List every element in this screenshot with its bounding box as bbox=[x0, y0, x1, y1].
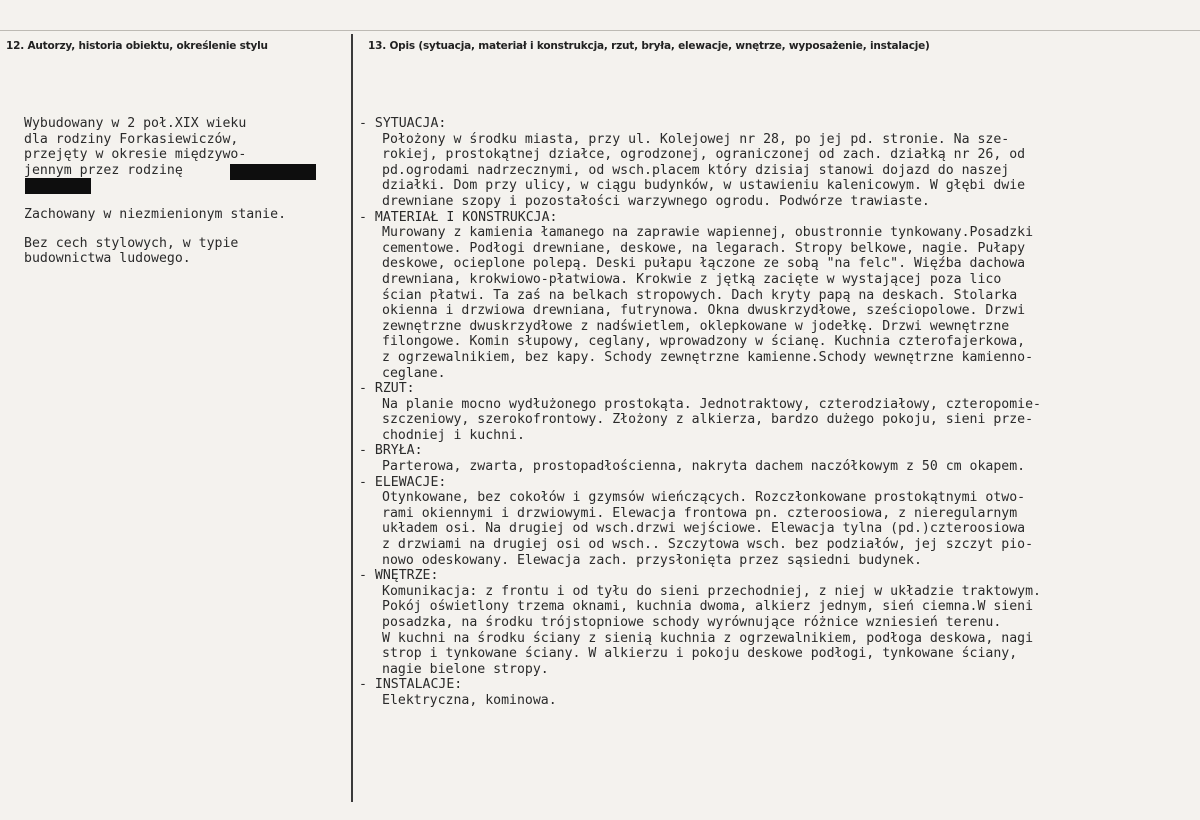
section-line: układem osi. Na drugiej od wsch.drzwi wejściowe. Elewacja tylna (pd.)czteroosiowa bbox=[382, 521, 1026, 537]
right-column-header: 13. Opis (sytuacja, materiał i konstrukcja, rzut, bryła, elewacje, wnętrze, wyposażenie, instalacje) bbox=[368, 40, 930, 52]
section-line: cementowe. Podłogi drewniane, deskowe, na legarach. Stropy belkowe, nagie. Pułapy bbox=[382, 240, 1026, 256]
description-column bbox=[359, 116, 1195, 709]
section-line: ścian płatwi. Ta zaś na belkach stropowych. Dach kryty papą na deskach. Stolarka bbox=[382, 287, 1018, 303]
section-line: nagie bielone stropy. bbox=[382, 661, 549, 677]
section-line: strop i tynkowane ściany. W alkierzu i pokoju deskowe podłogi, tynkowane ściany, bbox=[382, 646, 1018, 662]
section-line: filongowe. Komin słupowy, ceglany, wprowadzony w ścianę. Kuchnia czterofajerkowa, bbox=[382, 334, 1026, 350]
section-line: ceglane. bbox=[382, 365, 446, 381]
section-line: Murowany z kamienia łamanego na zaprawie wapiennej, obustronnie tynkowany.Posadzki bbox=[382, 225, 1034, 241]
redaction-bar bbox=[230, 164, 316, 180]
section-line: działki. Dom przy ulicy, w ciągu budynków, w ustawieniu kalenicowym. W głębi dwie bbox=[382, 178, 1026, 194]
section-line: szczeniowy, szerokofrontowy. Złożony z alkierza, bardzo dużego pokoju, sieni prze- bbox=[382, 412, 1034, 428]
section-title: - WNĘTRZE: bbox=[359, 568, 439, 584]
section-line: Pokój oświetlony trzema oknami, kuchnia dwoma, alkierz jednym, sień ciemna.W sieni bbox=[382, 599, 1034, 615]
section-line: chodniej i kuchni. bbox=[382, 427, 525, 443]
history-line-3: przejęty w okresie międzywo- bbox=[24, 147, 247, 163]
section-line: drewniana, krokwiowo-płatwiowa. Krokwie z jętką zacięte w wystającej poza lico bbox=[382, 271, 1002, 287]
section-line: Położony w środku miasta, przy ul. Kolejowej nr 28, po jej pd. stronie. Na sze- bbox=[382, 131, 1010, 147]
column-divider bbox=[351, 34, 353, 802]
history-line-1: Wybudowany w 2 poł.XIX wieku bbox=[24, 116, 247, 131]
section-title: - ELEWACJE: bbox=[359, 474, 447, 490]
section-title: - RZUT: bbox=[359, 381, 415, 397]
section-line: drewniane szopy i pozostałości warzywnego ogrodu. Podwórze trawiaste. bbox=[382, 193, 930, 209]
section-line: pd.ogrodami nadrzecznymi, od wsch.placem który dzisiaj stanowi dojazd do naszej bbox=[382, 162, 1010, 178]
section-line: z drzwiami na drugiej osi od wsch.. Szczytowa wsch. bez podziałów, jej szczyt pio- bbox=[382, 537, 1034, 553]
style-line-1: Bez cech stylowych, w typie bbox=[24, 235, 239, 251]
section-line: deskowe, ocieplone polepą. Deski pułapu łączone ze sobą "na felc". Więźba dachowa bbox=[382, 256, 1026, 272]
section-line: Otynkowane, bez cokołów i gzymsów wieńczących. Rozczłonkowane prostokątnymi otwo- bbox=[382, 490, 1026, 506]
section-line: zewnętrzne dwuskrzydłowe z nadświetlem, oklepkowane w jodełkę. Drzwi wewnętrzne bbox=[382, 318, 1010, 334]
section-line: Elektryczna, kominowa. bbox=[382, 692, 557, 708]
top-rule bbox=[0, 30, 1200, 31]
section-line: posadzka, na środku trójstopniowe schody wyrównujące różnice wzniesień terenu. bbox=[382, 615, 1002, 630]
state-paragraph: Zachowany w niezmienionym stanie. bbox=[24, 206, 287, 222]
left-column-header: 12. Autorzy, historia obiektu, określenie stylu bbox=[6, 40, 268, 52]
section-line: Parterowa, zwarta, prostopadłościenna, nakryta dachem naczółkowym z 50 cm okapem. bbox=[382, 459, 1026, 475]
section-title: - INSTALACJE: bbox=[359, 677, 463, 693]
style-line-2: budownictwa ludowego. bbox=[24, 251, 191, 267]
section-title: - SYTUACJA: bbox=[359, 116, 447, 131]
section-line: Komunikacja: z frontu i od tyłu do sieni przechodniej, z niej w układzie traktowym. bbox=[382, 583, 1041, 599]
section-line: rami okiennymi i drzwiowymi. Elewacja frontowa pn. czteroosiowa, z nieregularnym bbox=[382, 505, 1018, 521]
section-title: - BRYŁA: bbox=[359, 443, 423, 459]
history-line-2: dla rodziny Forkasiewiczów, bbox=[24, 131, 239, 147]
section-line: rokiej, prostokątnej działce, ogrodzonej, ograniczonej od zach. działką nr 26, od bbox=[382, 147, 1026, 163]
history-line-4: jennym przez rodzinę bbox=[24, 162, 183, 178]
section-line: W kuchni na środku ściany z sienią kuchnia z ogrzewalnikiem, podłoga deskowa, nagi bbox=[382, 630, 1034, 646]
section-line: z ogrzewalnikiem, bez kapy. Schody zewnętrzne kamienne.Schody wewnętrzne kamienno- bbox=[382, 349, 1034, 365]
redaction-bar bbox=[25, 178, 91, 194]
section-line: Na planie mocno wydłużonego prostokąta. Jednotraktowy, czterodziałowy, czteropomie- bbox=[382, 396, 1041, 412]
section-title: - MATERIAŁ I KONSTRUKCJA: bbox=[359, 209, 558, 225]
section-line: nowo odeskowany. Elewacja zach. przysłonięta przez sąsiedni budynek. bbox=[382, 552, 922, 568]
section-line: okienna i drzwiowa drewniana, futrynowa. Okna dwuskrzydłowe, sześciopolowe. Drzwi bbox=[382, 303, 1026, 319]
